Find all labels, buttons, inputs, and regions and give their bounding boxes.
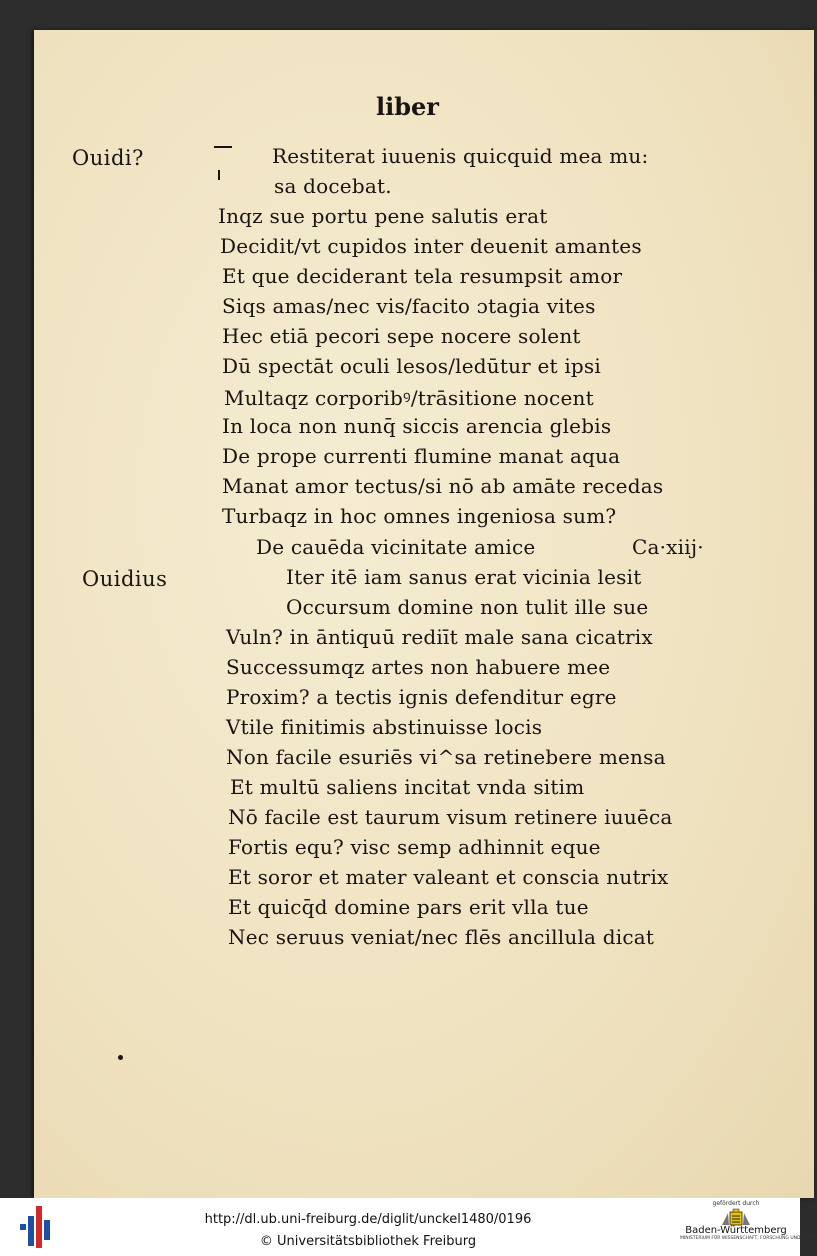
rule-mark [218,170,220,180]
marginal-note: Ouidi? [72,146,144,170]
text-line: Nō facile est taurum visum retinere iuuēca [228,805,673,829]
chapter-number: Ca·xiij· [632,535,704,559]
text-line: Multaqz corporibꝰ/trāsitione nocent [224,386,594,410]
text-line: Fortis equ? visc semp adhinnit eque [228,835,601,859]
text-line: Inqz sue portu pene salutis erat [218,204,548,228]
text-line: Nec seruus veniat/nec flēs ancillula dicat [228,925,655,949]
text-line: In loca non nunq̄ siccis arencia glebis [222,414,612,438]
text-line: Et multū saliens incitat vnda sitim [230,775,585,799]
text-line: De prope currenti flumine manat aqua [222,444,621,468]
text-line: Manat amor tectus/si nō ab amāte recedas [222,474,664,498]
rule-mark [214,146,232,148]
text-line: Restiterat iuuenis quicquid mea mu: [272,144,649,168]
text-line: Iter itē iam sanus erat vicinia lesit [286,565,642,589]
text-line: Vtile finitimis abstinuisse locis [226,715,543,739]
text-line: Vuln? in āntiquū rediīt male sana cicatrix [226,625,653,649]
sponsor-ministry: MINISTERIUM FÜR WISSENSCHAFT, FORSCHUNG UND KUNST [680,1236,817,1241]
text-line: Et soror et mater valeant et conscia nutrix [228,865,669,889]
text-line: Dū spectāt oculi lesos/ledūtur et ipsi [222,354,601,378]
permalink-url[interactable]: http://dl.ub.uni-freiburg.de/diglit/unckel1480/0196 [204,1212,532,1227]
text-line: Non facile esuriēs vi^sa retinebere mensa [226,745,666,769]
ink-dot [118,1055,123,1060]
text-line: Decidit/vt cupidos inter deuenit amantes [220,234,642,258]
text-line: Proxim? a tectis ignis defenditur egre [226,685,617,709]
copyright-notice: © Universitätsbibliothek Freiburg [259,1234,477,1249]
chapter-heading: De cauēda vicinitate amice [256,535,536,559]
text-line: Hec etiā pecori sepe nocere solent [222,324,581,348]
sponsor-caption: gefördert durch [712,1200,760,1207]
text-line: Turbaqz in hoc omnes ingeniosa sum? [222,504,617,528]
sponsor-logo[interactable] [680,1200,817,1254]
text-line: sa docebat. [274,174,392,198]
marginal-note: Ouidius [82,567,168,591]
sponsor-name: Baden-Württemberg [685,1225,787,1236]
text-line: Siqs amas/nec vis/facito ɔtagia vites [222,294,596,318]
text-line: Successumqz artes non habuere mee [226,655,611,679]
text-line: Et quicq̄d domine pars erit vlla tue [228,895,589,919]
text-line: Et que deciderant tela resumpsit amor [222,264,623,288]
running-head: liber [376,92,439,121]
footer-bar [0,1198,817,1256]
crest-icon [720,1209,752,1227]
text-line: Occursum domine non tulit ille sue [286,595,649,619]
